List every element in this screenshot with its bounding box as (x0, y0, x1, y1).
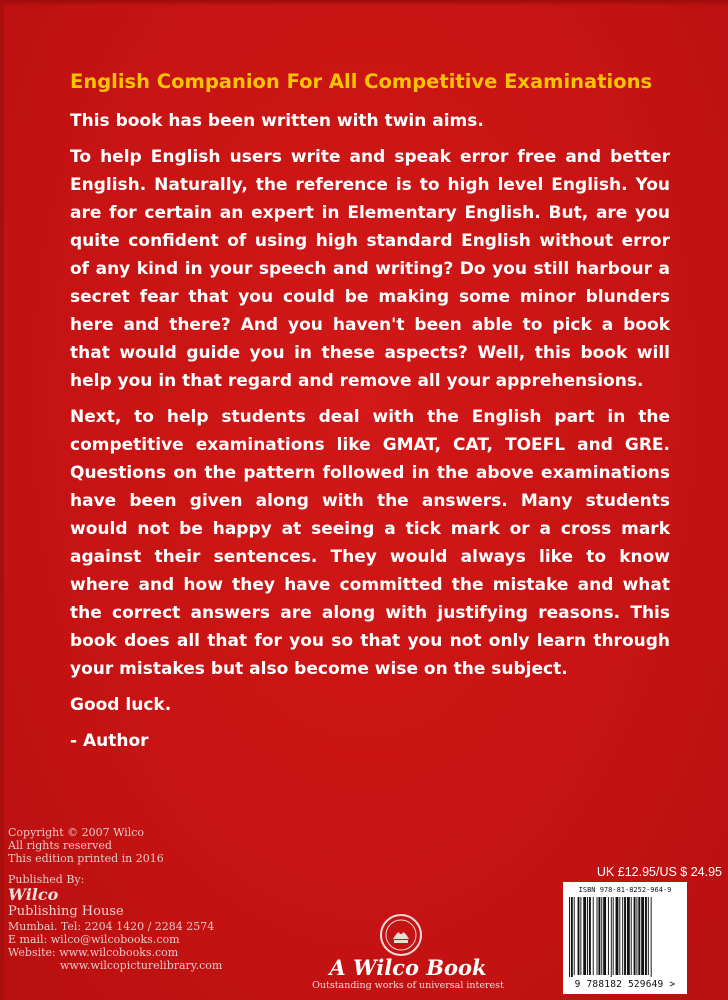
barcode-bar (634, 897, 636, 975)
barcode-bar (613, 897, 614, 975)
barcode-bar (627, 897, 630, 975)
barcode-bar (583, 897, 586, 975)
barcode-bar (608, 897, 609, 975)
copyright-line: Copyright © 2007 Wilco (8, 826, 145, 839)
barcode-bar (631, 897, 632, 975)
barcode-bar (641, 897, 644, 975)
blurb-intro: This book has been written with twin aims. (70, 111, 484, 131)
imprint-logo-text: A Wilco Book (329, 955, 487, 980)
colophon (8, 826, 308, 972)
barcode-bar (593, 897, 594, 975)
barcode-bar (645, 897, 647, 975)
blurb-paragraph-aim-two: Next, to help students deal with the English part in the competitive examinations like GMAT, CAT, TOEFL and GRE. Questions on the pattern followed in the above examinations have been given along with the answers. Many students would not be happy at seeing a tick mark or a cross mark against their sentences. They would always like to know where and how they have committed the mistake and what the correct answers are along with justifying reasons. This book does all that for you so that you not only learn through your mistakes but also become wise on the subject. (70, 407, 670, 679)
publisher-house: Publishing House (8, 904, 124, 919)
barcode-bar (580, 897, 581, 975)
imprint-tagline: Outstanding works of universal interest (312, 980, 504, 991)
edition-line: This edition printed in 2016 (8, 852, 164, 865)
barcode-bar (569, 897, 570, 977)
cover-heading: English Companion For All Competitive Examinations (70, 70, 653, 93)
isbn-label: ISBN 978-81-8252-964-9 (578, 886, 672, 894)
isbn-barcode (563, 882, 687, 994)
price-label: UK £12.95/US $ 24.95 (596, 865, 722, 879)
blurb (70, 107, 670, 763)
publisher-website-secondary: www.wilcopicturelibrary.com (60, 959, 223, 972)
publisher-address: Mumbai. Tel: 2204 1420 / 2284 2574 (8, 920, 215, 933)
barcode-bar (611, 897, 612, 977)
wilco-seal-icon (378, 912, 424, 958)
isbn-digits: 9 788182 529649 > (574, 979, 676, 990)
barcode-bar (587, 897, 588, 975)
barcode-bar (578, 897, 580, 975)
barcode-bar (638, 897, 640, 975)
cover-top-edge (0, 0, 728, 6)
author-signature: - Author (70, 731, 149, 751)
barcode-bar (616, 897, 619, 975)
barcode-bar (603, 897, 606, 975)
barcode-bar (619, 897, 620, 975)
blurb-closing: Good luck. (70, 695, 172, 715)
barcode-bar (598, 897, 600, 975)
barcode-bar (574, 897, 575, 975)
barcode-bars-icon (569, 897, 681, 977)
barcode-bar (589, 897, 591, 975)
barcode-bar (648, 897, 649, 975)
barcode-bar (636, 897, 637, 975)
barcode-bar (571, 897, 573, 977)
barcode-bar (624, 897, 626, 975)
publisher-email: E mail: wilco@wilcobooks.com (8, 933, 180, 946)
published-by-label: Published By: (8, 873, 85, 886)
barcode-bar (622, 897, 623, 975)
blurb-paragraph-aim-one: To help English users write and speak error free and better English. Naturally, the reference is to high level English. You are for certain an expert in Elementary English. But, are you quite confident of using high standard English without error of any kind in your speech and writing? Do you still harbour a secret fear that you could be making some minor blunders here and there? And you haven't been able to pick a book that would guide you in these aspects? Well, this book will help you in that regard and remove all your apprehensions. (70, 147, 670, 391)
cover-spine-edge (0, 0, 4, 1000)
rights-line: All rights reserved (8, 839, 112, 852)
publisher-brand: Wilco (8, 885, 59, 904)
publisher-website: Website: www.wilcobooks.com (8, 946, 179, 959)
barcode-bar (651, 897, 652, 977)
barcode-bar (601, 897, 602, 975)
barcode-bar (597, 897, 598, 975)
